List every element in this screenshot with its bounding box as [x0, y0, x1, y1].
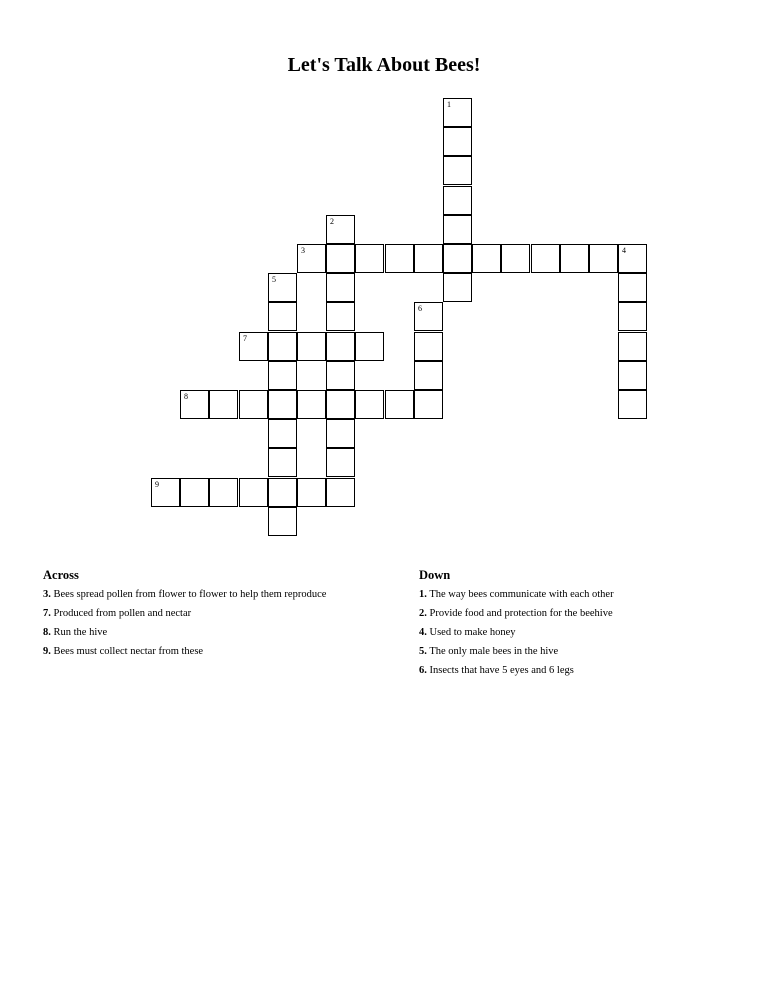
grid-cell[interactable] [531, 244, 560, 273]
grid-cell[interactable] [326, 478, 355, 507]
clue-number: 7. [43, 608, 51, 619]
grid-cell[interactable] [443, 127, 472, 156]
cell-number: 5 [272, 275, 276, 284]
grid-cell[interactable] [618, 361, 647, 390]
grid-cell[interactable] [268, 361, 297, 390]
across-clue [43, 627, 383, 639]
grid-cell[interactable] [326, 332, 355, 361]
clue-number: 3. [43, 589, 51, 600]
grid-cell[interactable] [443, 186, 472, 215]
clue-text: Run the hive [53, 627, 108, 638]
across-clue [43, 608, 383, 620]
grid-cell[interactable] [180, 390, 209, 419]
grid-cell[interactable] [268, 507, 297, 536]
grid-cell[interactable] [297, 390, 326, 419]
grid-cell[interactable] [151, 478, 180, 507]
cell-number: 1 [447, 100, 451, 109]
grid-cell[interactable] [443, 98, 472, 127]
clue-text: The way bees communicate with each other [429, 589, 614, 600]
grid-cell[interactable] [414, 244, 443, 273]
grid-cell[interactable] [326, 215, 355, 244]
clue-text: Produced from pollen and nectar [53, 608, 192, 619]
across-clues [43, 568, 383, 665]
grid-cell[interactable] [501, 244, 530, 273]
clue-number: 9. [43, 646, 51, 657]
grid-cell[interactable] [326, 244, 355, 273]
puzzle-title: Let's Talk About Bees! [287, 54, 481, 76]
grid-cell[interactable] [414, 332, 443, 361]
grid-cell[interactable] [618, 273, 647, 302]
grid-cell[interactable] [443, 215, 472, 244]
clue-number: 6. [419, 665, 427, 676]
clue-text: Used to make honey [429, 627, 516, 638]
cell-number: 2 [330, 217, 334, 226]
grid-cell[interactable] [618, 244, 647, 273]
down-clues [419, 568, 759, 684]
grid-cell[interactable] [618, 302, 647, 331]
grid-cell[interactable] [326, 273, 355, 302]
grid-cell[interactable] [385, 244, 414, 273]
grid-cell[interactable] [268, 302, 297, 331]
grid-cell[interactable] [355, 390, 384, 419]
grid-cell[interactable] [209, 390, 238, 419]
grid-cell[interactable] [239, 332, 268, 361]
grid-cell[interactable] [355, 244, 384, 273]
grid-cell[interactable] [180, 478, 209, 507]
down-clue [419, 608, 759, 620]
grid-cell[interactable] [297, 332, 326, 361]
down-clue [419, 589, 759, 601]
clue-text: Insects that have 5 eyes and 6 legs [429, 665, 574, 676]
cell-number: 7 [243, 334, 247, 343]
cell-number: 4 [622, 246, 626, 255]
grid-cell[interactable] [326, 390, 355, 419]
grid-cell[interactable] [209, 478, 238, 507]
grid-cell[interactable] [326, 361, 355, 390]
grid-cell[interactable] [326, 302, 355, 331]
clue-text: The only male bees in the hive [429, 646, 559, 657]
clue-text: Bees must collect nectar from these [53, 646, 204, 657]
across-clue [43, 646, 383, 658]
grid-cell[interactable] [443, 273, 472, 302]
clue-text: Bees spread pollen from flower to flower to help them reproduce [53, 589, 327, 600]
clue-number: 1. [419, 589, 427, 600]
grid-cell[interactable] [268, 448, 297, 477]
clue-number: 4. [419, 627, 427, 638]
cell-number: 9 [155, 480, 159, 489]
grid-cell[interactable] [589, 244, 618, 273]
down-clue [419, 646, 759, 658]
grid-cell[interactable] [297, 478, 326, 507]
grid-cell[interactable] [472, 244, 501, 273]
grid-cell[interactable] [268, 332, 297, 361]
grid-cell[interactable] [414, 302, 443, 331]
grid-cell[interactable] [414, 390, 443, 419]
grid-cell[interactable] [355, 332, 384, 361]
grid-cell[interactable] [239, 478, 268, 507]
grid-cell[interactable] [560, 244, 589, 273]
clue-number: 8. [43, 627, 51, 638]
grid-cell[interactable] [326, 419, 355, 448]
clue-number: 5. [419, 646, 427, 657]
grid-cell[interactable] [268, 478, 297, 507]
across-heading: Across [43, 568, 79, 582]
cell-number: 8 [184, 392, 188, 401]
grid-cell[interactable] [326, 448, 355, 477]
grid-cell[interactable] [618, 390, 647, 419]
grid-cell[interactable] [443, 244, 472, 273]
grid-cell[interactable] [268, 390, 297, 419]
grid-cell[interactable] [268, 419, 297, 448]
grid-cell[interactable] [239, 390, 268, 419]
clue-number: 2. [419, 608, 427, 619]
down-clue [419, 627, 759, 639]
grid-cell[interactable] [443, 156, 472, 185]
down-clue [419, 665, 759, 677]
down-heading: Down [419, 568, 451, 582]
grid-cell[interactable] [297, 244, 326, 273]
across-clue [43, 589, 383, 601]
grid-cell[interactable] [385, 390, 414, 419]
grid-cell[interactable] [414, 361, 443, 390]
grid-cell[interactable] [268, 273, 297, 302]
cell-number: 6 [418, 304, 422, 313]
grid-cell[interactable] [618, 332, 647, 361]
clue-text: Provide food and protection for the beehive [429, 608, 613, 619]
cell-number: 3 [301, 246, 305, 255]
